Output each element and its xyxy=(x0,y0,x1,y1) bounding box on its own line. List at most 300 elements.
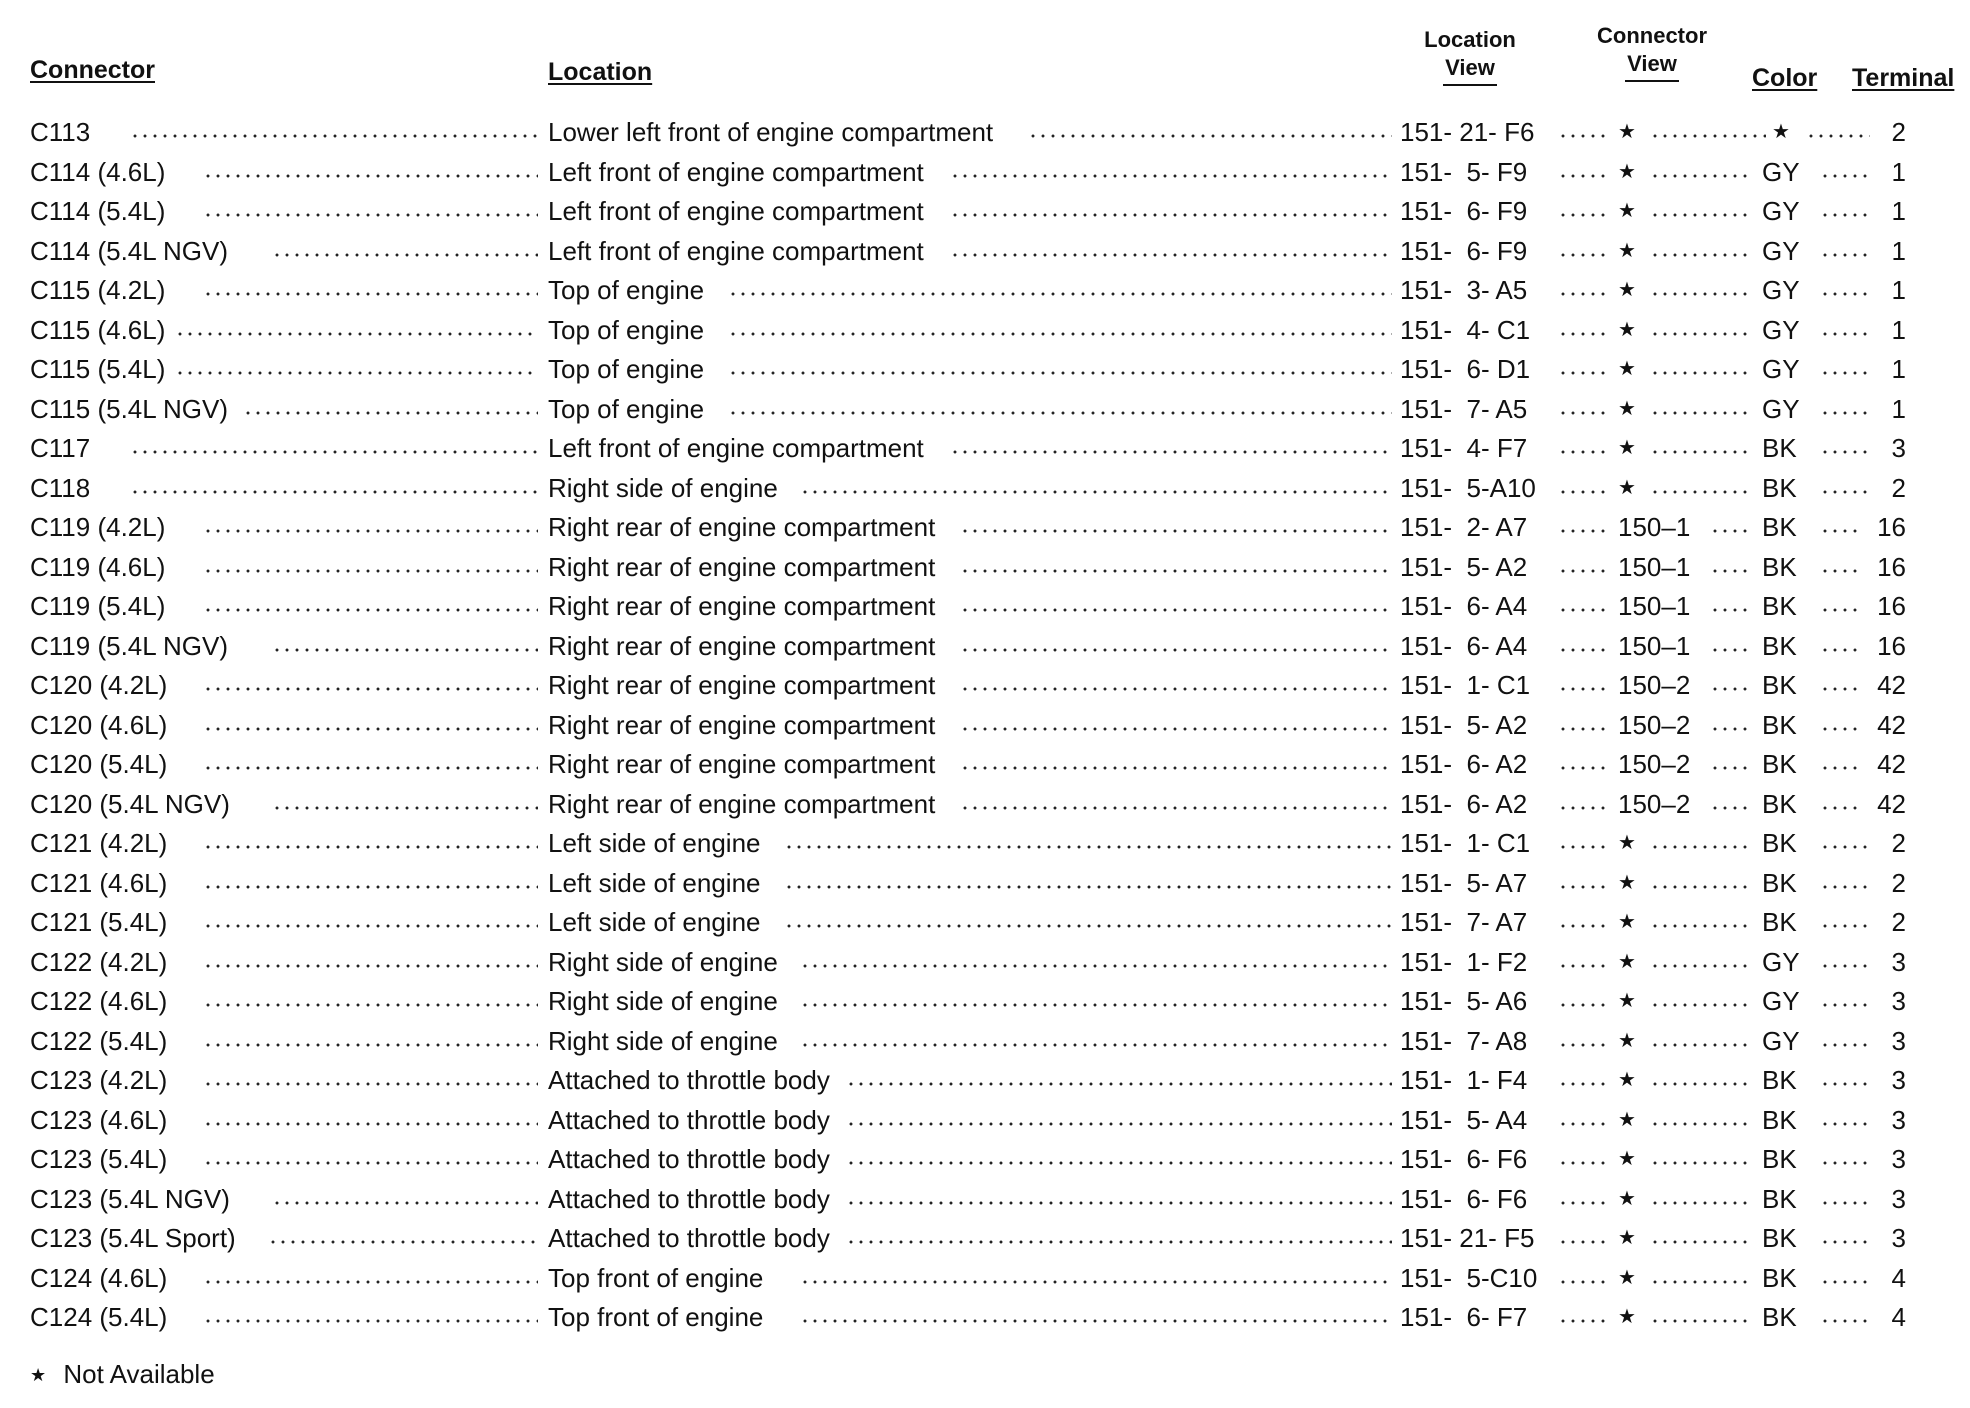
dot-leader xyxy=(1558,964,1606,968)
table-row xyxy=(0,507,1970,547)
location-view-cell: 151- 2- A7 xyxy=(1400,512,1528,542)
connector-cell: C121 (4.2L) xyxy=(30,828,168,858)
color-cell: BK xyxy=(1762,828,1797,858)
table-row xyxy=(0,310,1970,350)
connector-view-cell: ★ xyxy=(1618,1227,1636,1249)
connector-view-cell: ★ xyxy=(1618,871,1636,894)
table-row xyxy=(0,547,1970,587)
location-view-cell: 151- 7- A7 xyxy=(1400,907,1528,937)
location-view-cell: 151- 1- F2 xyxy=(1400,946,1528,977)
location-cell: Right rear of engine compartment xyxy=(548,670,936,700)
table-row xyxy=(0,863,1970,903)
star-icon: ★ xyxy=(30,1365,47,1385)
dot-leader xyxy=(175,332,538,336)
dot-leader xyxy=(1558,1319,1606,1323)
dot-leader xyxy=(1558,1240,1606,1244)
location-cell: Attached to throttle body xyxy=(548,1183,830,1214)
dot-leader xyxy=(1820,964,1870,968)
location-view-cell: 151- 6- F9 xyxy=(1400,235,1528,266)
dot-leader xyxy=(1650,1043,1748,1047)
terminal-cell: 2 xyxy=(1891,472,1906,503)
header-connector-view xyxy=(1582,22,1722,82)
location-view-cell: 151- 21- F5 xyxy=(1400,1223,1535,1253)
location-cell: Lower left front of engine compartment xyxy=(548,117,994,147)
connector-cell: C115 (4.2L) xyxy=(30,275,166,305)
dot-leader xyxy=(1820,1161,1870,1165)
location-cell: Left front of engine compartment xyxy=(548,235,924,266)
color-cell: GY xyxy=(1762,354,1800,384)
terminal-cell: 4 xyxy=(1891,1262,1906,1293)
location-view-cell: 151- 6- A2 xyxy=(1400,788,1528,819)
location-view-cell: 151- 3- A5 xyxy=(1400,275,1528,305)
table-row xyxy=(0,1021,1970,1061)
terminal-cell: 3 xyxy=(1891,1025,1906,1056)
connector-cell: C122 (4.6L) xyxy=(30,986,168,1016)
dot-leader xyxy=(203,1122,538,1126)
table-row xyxy=(0,270,1970,310)
location-cell: Top front of engine xyxy=(548,1262,764,1293)
connector-cell: C124 (4.6L) xyxy=(30,1262,168,1293)
table-row xyxy=(0,981,1970,1021)
connector-cell: C119 (4.2L) xyxy=(30,512,166,542)
location-cell: Top of engine xyxy=(548,354,705,384)
connector-view-cell: ★ xyxy=(1618,358,1636,380)
dot-leader xyxy=(1820,766,1862,770)
location-view-cell: 151- 6- F9 xyxy=(1400,196,1528,226)
location-view-cell: 151- 1- F4 xyxy=(1400,1065,1528,1095)
location-view-cell: 151- 1- C1 xyxy=(1400,670,1531,700)
terminal-cell: 3 xyxy=(1891,946,1906,977)
dot-leader xyxy=(1650,924,1748,928)
dot-leader xyxy=(1820,608,1862,612)
connector-cell: C119 (5.4L) xyxy=(30,591,166,621)
terminal-cell: 1 xyxy=(1891,235,1906,266)
dot-leader xyxy=(272,253,538,257)
dot-leader xyxy=(1820,1201,1870,1205)
dot-leader xyxy=(800,1043,1392,1047)
table-row xyxy=(0,1258,1970,1298)
header-location-view xyxy=(1405,26,1535,86)
connector-cell: C123 (4.6L) xyxy=(30,1104,168,1135)
dot-leader xyxy=(1820,924,1870,928)
dot-leader xyxy=(1558,529,1606,533)
terminal-cell: 42 xyxy=(1877,749,1906,779)
color-cell: BK xyxy=(1762,670,1797,700)
table-row xyxy=(0,823,1970,863)
location-cell: Right rear of engine compartment xyxy=(548,551,936,582)
dot-leader xyxy=(1558,1082,1606,1086)
terminal-cell: 1 xyxy=(1891,354,1906,384)
header-location: Location xyxy=(548,58,653,86)
connector-cell: C114 (4.6L) xyxy=(30,156,166,187)
connector-cell: C115 (5.4L) xyxy=(30,354,166,384)
location-view-cell: 151- 6- A2 xyxy=(1400,749,1528,779)
location-cell: Attached to throttle body xyxy=(548,1144,830,1174)
dot-leader xyxy=(1820,174,1870,178)
dot-leader xyxy=(1558,569,1606,573)
table-row xyxy=(0,231,1970,271)
dot-leader xyxy=(1558,924,1606,928)
connector-cell: C119 (4.6L) xyxy=(30,551,166,582)
location-cell: Top of engine xyxy=(548,314,705,345)
dot-leader xyxy=(1650,1122,1748,1126)
connector-view-cell: ★ xyxy=(1618,1187,1636,1210)
connector-view-cell: 150–2 xyxy=(1618,670,1691,700)
table-row xyxy=(0,626,1970,666)
dot-leader xyxy=(130,490,538,494)
color-cell: GY xyxy=(1762,314,1800,345)
dot-leader xyxy=(203,1161,538,1165)
dot-leader xyxy=(1558,1161,1606,1165)
color-cell: BK xyxy=(1762,472,1797,503)
location-cell: Right side of engine xyxy=(548,986,778,1016)
terminal-cell: 3 xyxy=(1891,1065,1906,1095)
dot-leader xyxy=(203,924,538,928)
connector-cell: C124 (5.4L) xyxy=(30,1302,168,1332)
color-cell: BK xyxy=(1762,867,1797,898)
terminal-cell: 42 xyxy=(1877,670,1906,700)
dot-leader xyxy=(1650,174,1748,178)
dot-leader xyxy=(203,1043,538,1047)
location-cell: Right rear of engine compartment xyxy=(548,512,936,542)
dot-leader xyxy=(1558,608,1606,612)
location-view-cell: 151- 4- F7 xyxy=(1400,433,1528,463)
color-cell: GY xyxy=(1762,393,1800,424)
dot-leader xyxy=(1650,490,1748,494)
dot-leader xyxy=(950,174,1392,178)
location-view-cell: 151- 5- A4 xyxy=(1400,1104,1528,1135)
table-row xyxy=(0,1297,1970,1337)
connector-cell: C120 (5.4L) xyxy=(30,749,168,779)
connector-view-cell: ★ xyxy=(1618,911,1636,933)
table-row xyxy=(0,902,1970,942)
dot-leader xyxy=(1558,1003,1606,1007)
connector-view-cell: ★ xyxy=(1618,1148,1636,1170)
connector-cell: C123 (5.4L Sport) xyxy=(30,1223,236,1253)
dot-leader xyxy=(1710,766,1748,770)
dot-leader xyxy=(960,806,1392,810)
dot-leader xyxy=(203,1280,538,1284)
dot-leader xyxy=(1820,529,1862,533)
table-row xyxy=(0,665,1970,705)
connector-cell: C123 (4.2L) xyxy=(30,1065,168,1095)
location-view-cell: 151- 5- F9 xyxy=(1400,156,1528,187)
location-view-cell: 151- 6- D1 xyxy=(1400,354,1531,384)
connector-view-cell: 150–1 xyxy=(1618,512,1691,542)
dot-leader xyxy=(1558,134,1606,138)
table-row xyxy=(0,744,1970,784)
dot-leader xyxy=(800,1003,1392,1007)
color-cell: BK xyxy=(1762,1223,1797,1253)
dot-leader xyxy=(203,845,538,849)
dot-leader xyxy=(272,1201,538,1205)
header-location-view-line2: View xyxy=(1445,55,1495,80)
color-cell: BK xyxy=(1762,433,1797,463)
dot-leader xyxy=(1028,134,1392,138)
dot-leader xyxy=(1710,569,1748,573)
connector-view-cell: ★ xyxy=(1618,1266,1636,1289)
header-location-view-line1: Location xyxy=(1424,27,1516,52)
dot-leader xyxy=(203,727,538,731)
dot-leader xyxy=(800,1280,1392,1284)
location-cell: Left side of engine xyxy=(548,867,761,898)
dot-leader xyxy=(203,766,538,770)
dot-leader xyxy=(203,174,538,178)
connector-cell: C122 (4.2L) xyxy=(30,946,168,977)
dot-leader xyxy=(960,687,1392,691)
terminal-cell: 42 xyxy=(1877,709,1906,740)
dot-leader xyxy=(1820,450,1870,454)
dot-leader xyxy=(1710,806,1748,810)
dot-leader xyxy=(1650,1003,1748,1007)
dot-leader xyxy=(846,1240,1392,1244)
dot-leader xyxy=(1558,845,1606,849)
location-view-cell: 151- 5-C10 xyxy=(1400,1262,1538,1293)
connector-view-cell: 150–2 xyxy=(1618,709,1691,740)
location-view-cell: 151- 7- A5 xyxy=(1400,393,1528,424)
dot-leader xyxy=(728,332,1392,336)
dot-leader xyxy=(1650,332,1748,336)
table-row xyxy=(0,1218,1970,1258)
dot-leader xyxy=(1820,490,1870,494)
dot-leader xyxy=(1820,1240,1870,1244)
dot-leader xyxy=(1710,687,1748,691)
dot-leader xyxy=(728,292,1392,296)
connector-view-cell: 150–1 xyxy=(1618,630,1691,661)
header-connector-view-line1: Connector xyxy=(1597,23,1707,48)
dot-leader xyxy=(728,371,1392,375)
color-cell: BK xyxy=(1762,907,1797,937)
location-cell: Left front of engine compartment xyxy=(548,433,924,463)
location-view-cell: 151- 5- A7 xyxy=(1400,867,1528,898)
dot-leader xyxy=(1650,411,1748,415)
dot-leader xyxy=(846,1122,1392,1126)
dot-leader xyxy=(1710,608,1748,612)
dot-leader xyxy=(175,371,538,375)
dot-leader xyxy=(960,766,1392,770)
connector-cell: C120 (4.2L) xyxy=(30,670,168,700)
dot-leader xyxy=(728,411,1392,415)
terminal-cell: 3 xyxy=(1891,433,1906,463)
dot-leader xyxy=(960,648,1392,652)
connector-cell: C115 (4.6L) xyxy=(30,314,166,345)
dot-leader xyxy=(1650,213,1748,217)
connector-cell: C121 (4.6L) xyxy=(30,867,168,898)
connector-view-cell: ★ xyxy=(1618,1108,1636,1131)
terminal-cell: 3 xyxy=(1891,1223,1906,1253)
dot-leader xyxy=(1650,292,1748,296)
dot-leader xyxy=(1650,845,1748,849)
dot-leader xyxy=(1650,134,1766,138)
connector-view-cell: ★ xyxy=(1618,200,1636,222)
connector-view-cell: 150–2 xyxy=(1618,788,1691,819)
dot-leader xyxy=(203,1082,538,1086)
dot-leader xyxy=(800,964,1392,968)
color-cell: BK xyxy=(1762,512,1797,542)
dot-leader xyxy=(1558,1201,1606,1205)
color-cell: BK xyxy=(1762,788,1797,819)
dot-leader xyxy=(1558,1122,1606,1126)
connector-view-cell: ★ xyxy=(1618,950,1636,973)
dot-leader xyxy=(1650,964,1748,968)
dot-leader xyxy=(1710,727,1748,731)
connector-cell: C121 (5.4L) xyxy=(30,907,168,937)
location-cell: Left front of engine compartment xyxy=(548,196,924,226)
terminal-cell: 1 xyxy=(1891,275,1906,305)
location-cell: Left side of engine xyxy=(548,907,761,937)
header-connector: Connector xyxy=(30,56,155,84)
dot-leader xyxy=(1710,648,1748,652)
dot-leader xyxy=(203,1003,538,1007)
location-cell: Right rear of engine compartment xyxy=(548,709,936,740)
color-cell: BK xyxy=(1762,1144,1797,1174)
location-view-cell: 151- 6- F6 xyxy=(1400,1144,1528,1174)
location-cell: Right rear of engine compartment xyxy=(548,591,936,621)
dot-leader xyxy=(800,1319,1392,1323)
location-view-cell: 151- 5- A2 xyxy=(1400,551,1528,582)
dot-leader xyxy=(1820,411,1870,415)
table-row xyxy=(0,468,1970,508)
color-cell: BK xyxy=(1762,1302,1797,1332)
location-cell: Right side of engine xyxy=(548,946,778,977)
connector-cell: C123 (5.4L) xyxy=(30,1144,168,1174)
dot-leader xyxy=(960,569,1392,573)
connector-view-cell: ★ xyxy=(1618,397,1636,420)
location-cell: Right side of engine xyxy=(548,472,778,503)
terminal-cell: 1 xyxy=(1891,393,1906,424)
location-view-cell: 151- 5-A10 xyxy=(1400,472,1536,503)
location-cell: Top of engine xyxy=(548,275,705,305)
dot-leader xyxy=(1558,885,1606,889)
terminal-cell: 2 xyxy=(1891,117,1906,147)
location-view-cell: 151- 5- A6 xyxy=(1400,986,1528,1016)
dot-leader xyxy=(960,529,1392,533)
connector-cell: C114 (5.4L) xyxy=(30,196,166,226)
dot-leader xyxy=(1558,727,1606,731)
dot-leader xyxy=(1820,687,1862,691)
dot-leader xyxy=(1558,371,1606,375)
dot-leader xyxy=(1820,1280,1870,1284)
dot-leader xyxy=(203,213,538,217)
terminal-cell: 4 xyxy=(1891,1302,1906,1332)
dot-leader xyxy=(1820,885,1870,889)
location-cell: Right rear of engine compartment xyxy=(548,630,936,661)
dot-leader xyxy=(960,608,1392,612)
connector-view-cell: ★ xyxy=(1618,279,1636,301)
dot-leader xyxy=(846,1082,1392,1086)
connector-cell: C115 (5.4L NGV) xyxy=(30,393,228,424)
dot-leader xyxy=(1650,1161,1748,1165)
dot-leader xyxy=(130,450,538,454)
connector-view-cell: ★ xyxy=(1618,1029,1636,1052)
dot-leader xyxy=(1650,1319,1748,1323)
dot-leader xyxy=(1710,529,1748,533)
location-cell: Attached to throttle body xyxy=(548,1223,830,1253)
location-cell: Top front of engine xyxy=(548,1302,764,1332)
color-cell: BK xyxy=(1762,630,1797,661)
table-row xyxy=(0,1139,1970,1179)
terminal-cell: 1 xyxy=(1891,314,1906,345)
dot-leader xyxy=(203,964,538,968)
dot-leader xyxy=(950,253,1392,257)
terminal-cell: 16 xyxy=(1877,630,1906,661)
color-cell: GY xyxy=(1762,235,1800,266)
connector-view-cell: ★ xyxy=(1618,990,1636,1012)
location-view-cell: 151- 6- A4 xyxy=(1400,630,1528,661)
table-row xyxy=(0,389,1970,429)
connector-view-cell: ★ xyxy=(1618,476,1636,499)
dot-leader xyxy=(1558,253,1606,257)
dot-leader xyxy=(203,687,538,691)
dot-leader xyxy=(1820,213,1870,217)
dot-leader xyxy=(800,490,1392,494)
color-cell: GY xyxy=(1762,946,1800,977)
dot-leader xyxy=(1558,648,1606,652)
dot-leader xyxy=(1558,806,1606,810)
terminal-cell: 42 xyxy=(1877,788,1906,819)
terminal-cell: 1 xyxy=(1891,156,1906,187)
dot-leader xyxy=(203,292,538,296)
connector-cell: C119 (5.4L NGV) xyxy=(30,630,228,661)
table-row xyxy=(0,784,1970,824)
dot-leader xyxy=(268,1240,538,1244)
connector-cell: C113 xyxy=(30,117,91,147)
location-view-cell: 151- 6- A4 xyxy=(1400,591,1528,621)
dot-leader xyxy=(1806,134,1870,138)
dot-leader xyxy=(1558,1043,1606,1047)
color-cell: BK xyxy=(1762,591,1797,621)
dot-leader xyxy=(1820,1003,1870,1007)
connector-view-cell: ★ xyxy=(1618,121,1636,143)
dot-leader xyxy=(1820,253,1870,257)
dot-leader xyxy=(1558,490,1606,494)
header-connector-view-line2: View xyxy=(1627,51,1677,76)
table-row xyxy=(0,349,1970,389)
footnote xyxy=(30,1356,215,1393)
color-cell: BK xyxy=(1762,749,1797,779)
connector-cell: C117 xyxy=(30,433,91,463)
connector-view-cell: 150–1 xyxy=(1618,591,1691,621)
connector-cell: C123 (5.4L NGV) xyxy=(30,1183,230,1214)
terminal-cell: 3 xyxy=(1891,1144,1906,1174)
terminal-cell: 3 xyxy=(1891,1104,1906,1135)
dot-leader xyxy=(1650,371,1748,375)
color-cell: GY xyxy=(1762,196,1800,226)
color-cell: GY xyxy=(1762,156,1800,187)
dot-leader xyxy=(1650,450,1748,454)
dot-leader xyxy=(950,450,1392,454)
color-cell: BK xyxy=(1762,1183,1797,1214)
dot-leader xyxy=(1558,766,1606,770)
connector-view-cell: 150–2 xyxy=(1618,749,1691,779)
color-cell: GY xyxy=(1762,275,1800,305)
terminal-cell: 16 xyxy=(1877,551,1906,582)
terminal-cell: 16 xyxy=(1877,591,1906,621)
dot-leader xyxy=(130,134,538,138)
dot-leader xyxy=(1650,1201,1748,1205)
footnote-text: Not Available xyxy=(63,1359,215,1389)
header-terminal: Terminal xyxy=(1852,64,1955,92)
connector-view-cell: ★ xyxy=(1618,318,1636,341)
location-view-cell: 151- 21- F6 xyxy=(1400,117,1535,147)
table-row xyxy=(0,112,1970,152)
table-row xyxy=(0,942,1970,982)
location-cell: Left front of engine compartment xyxy=(548,156,924,187)
dot-leader xyxy=(1820,1043,1870,1047)
terminal-cell: 3 xyxy=(1891,1183,1906,1214)
color-cell: BK xyxy=(1762,1065,1797,1095)
terminal-cell: 2 xyxy=(1891,907,1906,937)
